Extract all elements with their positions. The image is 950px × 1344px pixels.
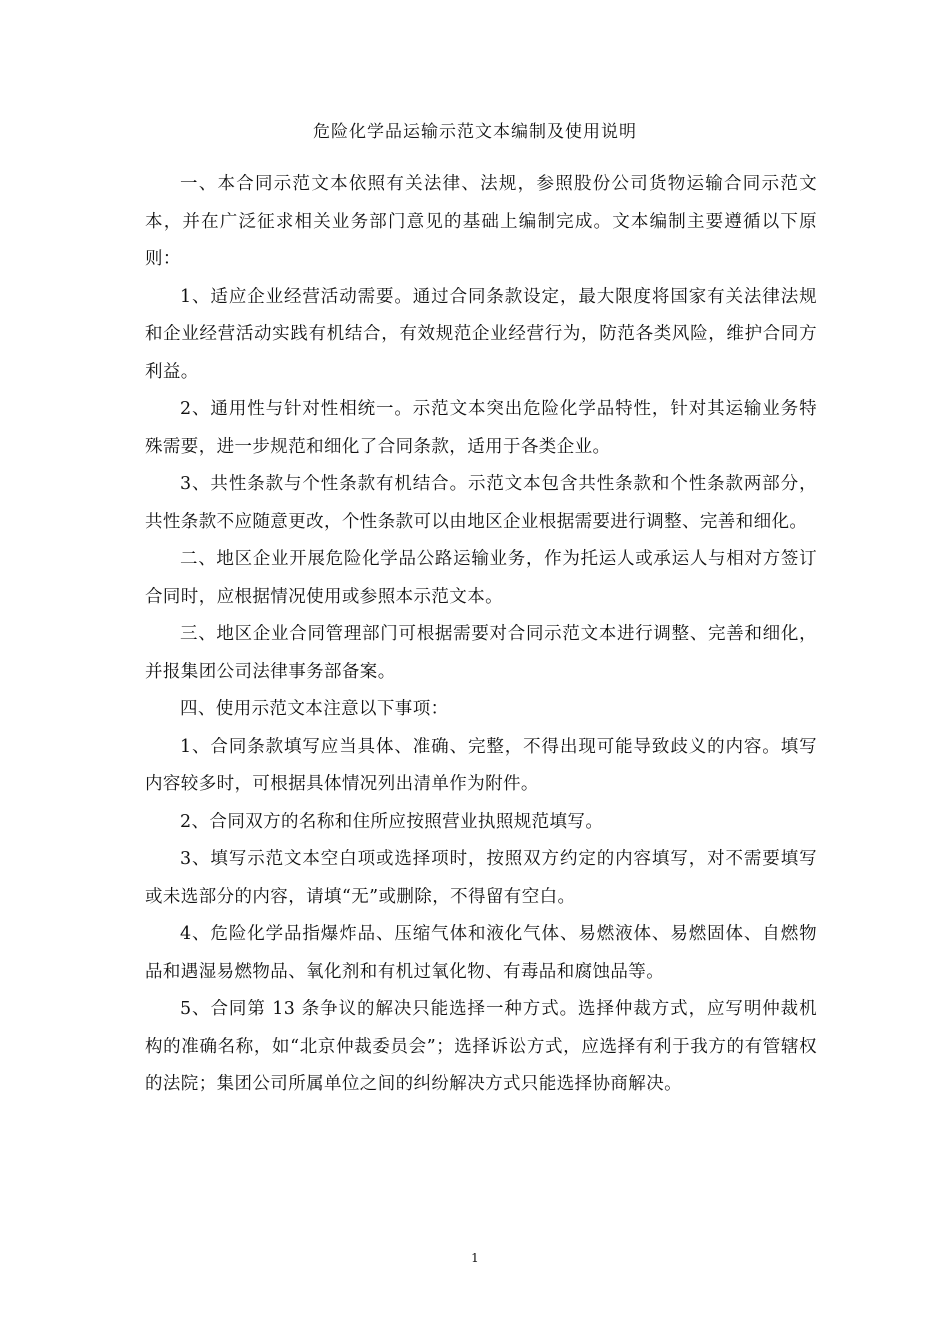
paragraph-note-4: 4、危险化学品指爆炸品、压缩气体和液化气体、易燃液体、易燃固体、自燃物品和遇湿易燃物品、氧化剂和有机过氧化物、有毒品和腐蚀品等。 (145, 924, 817, 982)
paragraph-section-4: 四、使用示范文本注意以下事项： (180, 699, 449, 719)
paragraph-section-1: 一、本合同示范文本依照有关法律、法规，参照股份公司货物运输合同示范文本，并在广泛征求相关业务部门意见的基础上编制完成。文本编制主要遵循以下原则： (145, 174, 817, 269)
paragraph-section-3: 三、地区企业合同管理部门可根据需要对合同示范文本进行调整、完善和细化，并报集团公司法律事务部备案。 (145, 624, 817, 682)
paragraph-note-1: 1、合同条款填写应当具体、准确、完整，不得出现可能导致歧义的内容。填写内容较多时，可根据具体情况列出清单作为附件。 (145, 736, 817, 794)
document-body (145, 166, 817, 1104)
paragraph-principle-1: 1、适应企业经营活动需要。通过合同条款设定，最大限度将国家有关法律法规和企业经营活动实践有机结合，有效规范企业经营行为，防范各类风险，维护合同方利益。 (145, 286, 817, 382)
paragraph-section-2: 二、地区企业开展危险化学品公路运输业务，作为托运人或承运人与相对方签订合同时，应根据情况使用或参照本示范文本。 (145, 549, 817, 607)
paragraph-principle-2: 2、通用性与针对性相统一。示范文本突出危险化学品特性，针对其运输业务特殊需要，进一步规范和细化了合同条款，适用于各类企业。 (145, 399, 817, 457)
document-title: 危险化学品运输示范文本编制及使用说明 (313, 122, 637, 142)
page-number: 1 (471, 1251, 479, 1265)
paragraph-note-5: 5、合同第 13 条争议的解决只能选择一种方式。选择仲裁方式，应写明仲裁机构的准确名称，如“北京仲裁委员会”；选择诉讼方式，应选择有利于我方的有管辖权的法院；集团公司所属单位之间的纠纷解决方式只能选择协商解决。 (145, 999, 817, 1094)
paragraph-note-3: 3、填写示范文本空白项或选择项时，按照双方约定的内容填写，对不需要填写或未选部分的内容，请填“无”或删除，不得留有空白。 (145, 849, 817, 907)
paragraph-note-2: 2、合同双方的名称和住所应按照营业执照规范填写。 (180, 811, 604, 832)
paragraph-principle-3: 3、共性条款与个性条款有机结合。示范文本包含共性条款和个性条款两部分，共性条款不应随意更改，个性条款可以由地区企业根据需要进行调整、完善和细化。 (145, 474, 817, 532)
